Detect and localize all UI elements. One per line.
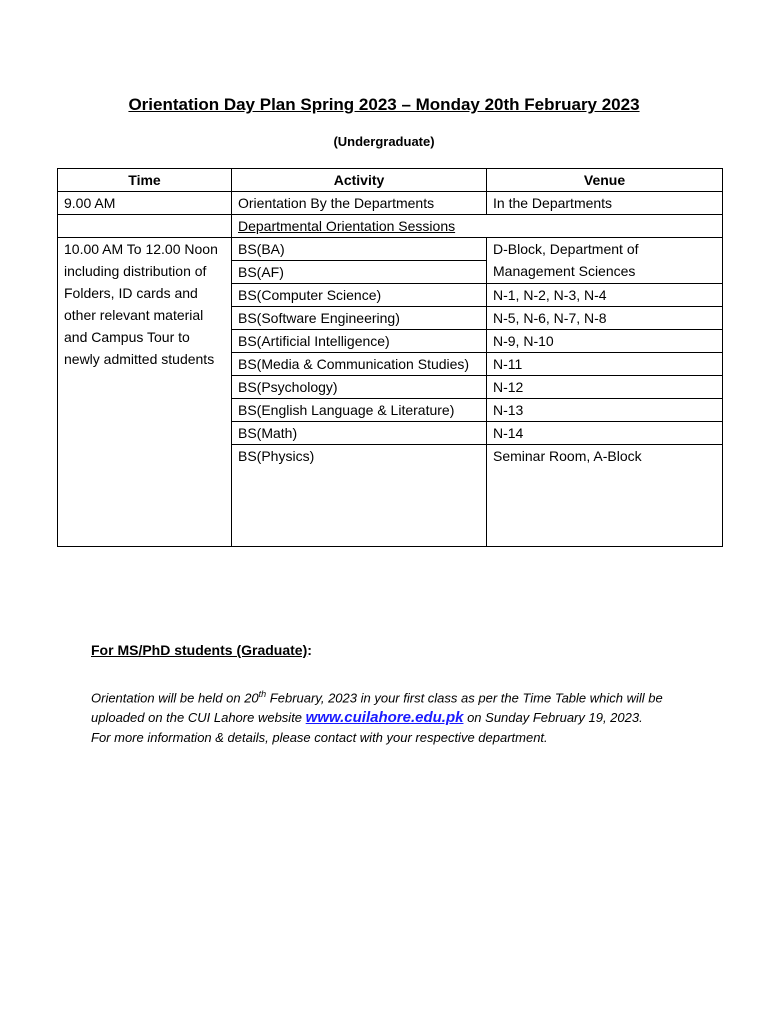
document-subtitle: (Undergraduate) bbox=[333, 134, 435, 149]
program-venue: N-12 bbox=[487, 376, 723, 399]
graduate-text-sup: th bbox=[258, 689, 267, 699]
graduate-text-more: For more information & details, please contact with your respective department. bbox=[91, 730, 548, 746]
graduate-heading-colon: : bbox=[307, 642, 312, 658]
program-name: BS(Media & Communication Studies) bbox=[232, 353, 487, 376]
graduate-text-part2: February, 2023 in your first class as per the Time Table which will be uploaded on the CUI Lahore website bbox=[91, 690, 663, 726]
section-heading-row bbox=[58, 215, 723, 238]
document-title: Orientation Day Plan Spring 2023 – Monday 20th February 2023 bbox=[128, 95, 640, 114]
table-header-row bbox=[58, 169, 723, 192]
header-time: Time bbox=[58, 169, 232, 192]
program-name: BS(English Language & Literature) bbox=[232, 399, 487, 422]
program-venue: N-13 bbox=[487, 399, 723, 422]
header-venue: Venue bbox=[487, 169, 723, 192]
program-venue: D-Block, Department of Management Sciences bbox=[487, 238, 723, 284]
graduate-heading-text: For MS/PhD students (Graduate) bbox=[91, 642, 308, 658]
graduate-text-part1: Orientation will be held on 20 bbox=[91, 690, 259, 706]
empty-cell bbox=[58, 215, 232, 238]
graduate-heading bbox=[91, 642, 312, 658]
row1-venue: In the Departments bbox=[487, 192, 723, 215]
program-name: BS(Physics) bbox=[232, 445, 487, 547]
program-venue: Seminar Room, A-Block bbox=[487, 445, 723, 547]
section-heading: Departmental Orientation Sessions bbox=[232, 215, 723, 238]
program-venue: N-1, N-2, N-3, N-4 bbox=[487, 284, 723, 307]
session-time: 10.00 AM To 12.00 Noon including distribution of Folders, ID cards and other relevant material and Campus Tour to newly admitted students bbox=[58, 238, 232, 547]
row1-activity: Orientation By the Departments bbox=[232, 192, 487, 215]
program-name: BS(AF) bbox=[232, 261, 487, 284]
program-name: BS(Computer Science) bbox=[232, 284, 487, 307]
program-venue: N-11 bbox=[487, 353, 723, 376]
program-name: BS(Psychology) bbox=[232, 376, 487, 399]
header-activity: Activity bbox=[232, 169, 487, 192]
program-name: BS(Artificial Intelligence) bbox=[232, 330, 487, 353]
program-name: BS(Software Engineering) bbox=[232, 307, 487, 330]
program-name: BS(BA) bbox=[232, 238, 487, 261]
program-venue: N-5, N-6, N-7, N-8 bbox=[487, 307, 723, 330]
program-name: BS(Math) bbox=[232, 422, 487, 445]
cui-website-link[interactable]: www.cuilahore.edu.pk bbox=[305, 709, 464, 727]
program-venue: N-14 bbox=[487, 422, 723, 445]
graduate-info bbox=[91, 684, 691, 748]
row1-time: 9.00 AM bbox=[58, 192, 232, 215]
orientation-table bbox=[57, 168, 723, 547]
table-row bbox=[58, 192, 723, 215]
program-venue: N-9, N-10 bbox=[487, 330, 723, 353]
table-row bbox=[58, 238, 723, 261]
graduate-text-part3: on Sunday February 19, 2023. bbox=[463, 710, 643, 726]
